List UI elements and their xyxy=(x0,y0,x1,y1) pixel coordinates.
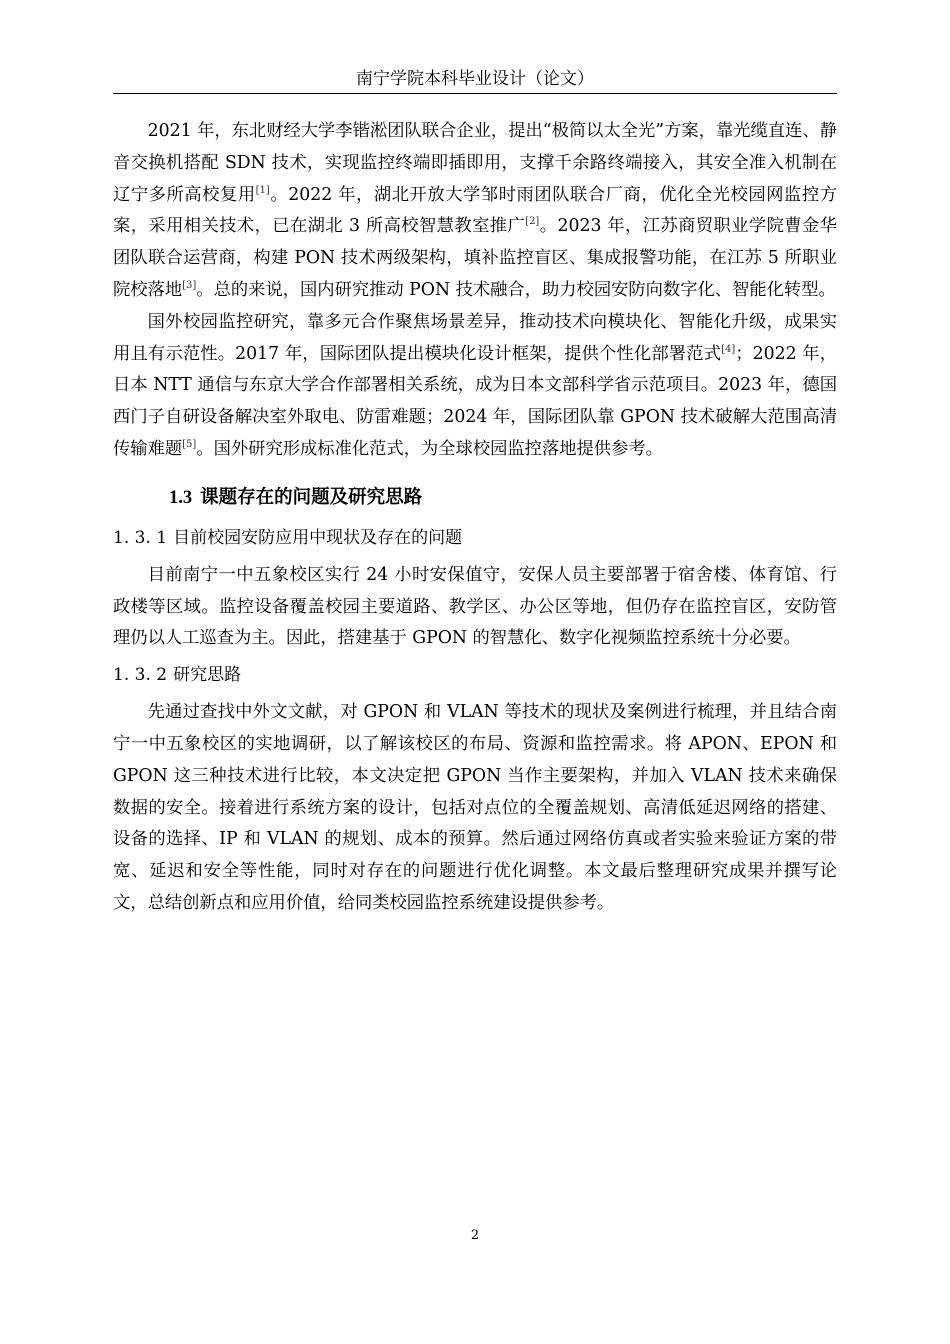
running-header: 南宁学院本科毕业设计（论文） xyxy=(356,69,594,89)
citation-ref[interactable]: [5] xyxy=(182,439,197,451)
section-title: 课题存在的问题及研究思路 xyxy=(200,486,423,508)
paragraph-current-status: 目前南宁一中五象校区实行 24 小时安保值守，安保人员主要部署于宿舍楼、体育馆、行政楼等区域。监控设备覆盖校园主要道路、教学区、办公区等地，但仍存在监控盲区，安防管理仍以人工巡查为主。因此，搭建基于 GPON 的智慧化、数字化视频监控系统十分必要。 xyxy=(113,564,837,649)
paragraph-research-approach: 先通过查找中外文文献，对 GPON 和 VLAN 等技术的现状及案例进行梳理，并且结合南宁一中五象校区的实地调研，以了解该校区的布局、资源和监控需求。将 APON、EPON 和 GPON 这三种技术进行比较，本文决定把 GPON 当作主要架构，并加入 VLAN 技术来确保数据的安全。接着进行系统方案的设计，包括对点位的全覆盖规划、高清低延迟网络的搭建、设备的选择、IP 和 VLAN 的规划、成本的预算。然后通过网络仿真或者实验来验证方案的带宽、延迟和安全等性能，同时对存在的问题进行优化调整。本文最后整理研究成果并撰写论文，总结创新点和应用价值，给同类校园监控系统建设提供参考。 xyxy=(113,702,837,913)
text-run: ；2022 年，日本 NTT 通信与东京大学合作部署相关系统，成为日本文部科学省示范项目。2023 年，德国西门子自研设备解决室外取电、防雷难题；2024 年，国际团队靠 GPON 技术破解大范围高清传输难题 xyxy=(113,343,837,459)
subsection-number: 1. 3. 2 xyxy=(113,665,168,686)
section-heading xyxy=(113,478,837,518)
subsection-number: 1. 3. 1 xyxy=(113,527,168,548)
citation-ref[interactable]: [4] xyxy=(721,343,736,355)
citation-ref[interactable]: [2] xyxy=(525,216,540,228)
text-run: 。总的来说，国内研究推动 PON 技术融合，助力校园安防向数字化、智能化转型。 xyxy=(196,279,836,300)
paragraph-foreign-research xyxy=(113,307,837,466)
citation-ref[interactable]: [3] xyxy=(182,280,197,292)
text-run: 。国外研究形成标准化范式，为全球校园监控落地提供参考。 xyxy=(196,438,663,459)
section-number: 1.3 xyxy=(169,487,193,508)
subsection-heading xyxy=(113,522,837,554)
page-number: 2 xyxy=(470,1228,480,1243)
subsection-title: 目前校园安防应用中现状及存在的问题 xyxy=(173,527,463,548)
text-run: 2021 年，东北财经大学李锴淞团队联合企业，提出“极简以太全光”方案，靠光缆直连、静音交换机搭配 SDN 技术，实现监控终端即插即用，支撑千余路终端接入，其安全准入机制在辽宁多所高校复用 xyxy=(113,121,837,205)
text-run: 。2022 年，湖北开放大学邹时雨团队联合厂商，优化全光校园网监控方案，采用相关技术，已在湖北 3 所高校智慧教室推广 xyxy=(113,184,837,237)
subsection-heading xyxy=(113,659,837,691)
text-run: 。2023 年，江苏商贸职业学院曹金华团队联合运营商，构建 PON 技术两级架构，填补监控盲区、集成报警功能，在江苏 5 所职业院校落地 xyxy=(113,216,837,300)
citation-ref[interactable]: [1] xyxy=(255,184,270,196)
header-rule xyxy=(113,93,837,94)
page-body xyxy=(113,116,837,920)
subsection-title: 研究思路 xyxy=(173,665,242,686)
paragraph-domestic-research xyxy=(113,116,837,307)
text-run: 国外校园监控研究，靠多元合作聚焦场景差异，推动技术向模块化、智能化升级，成果实用且有示范性。2017 年，国际团队提出模块化设计框架，提供个性化部署范式 xyxy=(113,311,837,364)
